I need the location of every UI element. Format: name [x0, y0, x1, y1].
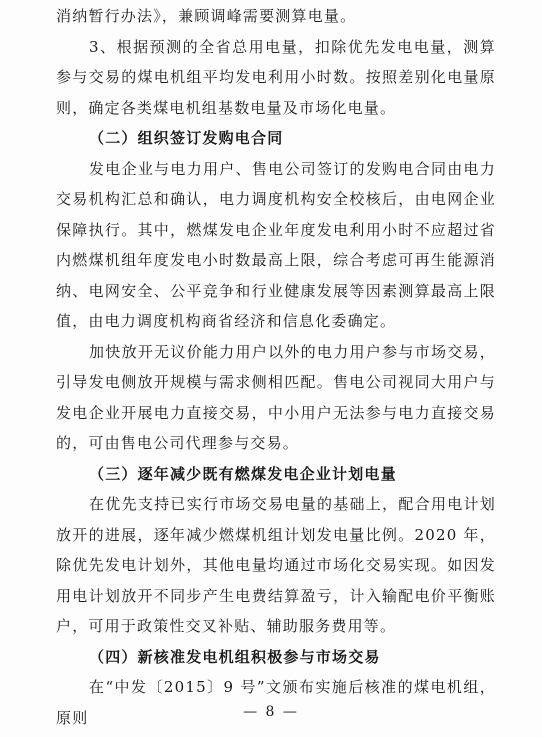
- paragraph-continuation: 消纳暂行办法》，兼顾调峰需要测算电量。: [56, 7, 357, 25]
- page-number: — 8 —: [243, 704, 299, 720]
- section-heading-2: （二）组织签订发购电合同: [89, 129, 284, 147]
- section-heading-3: （三）逐年减少既有燃煤发电企业计划电量: [89, 464, 397, 483]
- paragraph-new-units: 在“中发〔2015〕9 号”文颁布实施后核准的煤电机组，原则: [56, 678, 496, 727]
- paragraph-users: 加快放开无议价能力用户以外的电力用户参与市场交易，引导发电侧放开规模与需求侧相匹配。售电公司视同大用户与发电企业开展电力直接交易，中小用户无法参与电力直接交易的，可由售电公司代理参与交易。: [56, 342, 496, 452]
- section-heading-4: （四）新核准发电机组积极参与市场交易: [89, 647, 381, 666]
- document-body: [56, 1, 496, 733]
- paragraph-item-3: 3、根据预测的全省总用电量，扣除优先发电电量，测算参与交易的煤电机组平均发电利用小时数。按照差别化电量原则，确定各类煤电机组基数电量及市场化电量。: [56, 37, 496, 117]
- paragraph-contract: 发电企业与电力用户、售电公司签订的发购电合同由电力交易机构汇总和确认，电力调度机构安全校核后，由电网企业保障执行。其中，燃煤发电企业年度发电利用小时不应超过省内燃煤机组年度发电小时数最高上限，综合考虑可再生能源消纳、电网安全、公平竞争和行业健康发展等因素测算最高上限值，由电力调度机构商省经济和信息化委确定。: [56, 159, 496, 330]
- paragraph-reduce: 在优先支持已实行市场交易电量的基础上，配合用电计划放开的进展，逐年减少燃煤机组计划发电量比例。2020 年，除优先发电计划外，其他电量均通过市场化交易实现。如因发用电计划放开不同步产生电费结算盈亏，计入输配电价平衡账户，可用于政策性交叉补贴、辅助服务费用等。: [56, 495, 496, 635]
